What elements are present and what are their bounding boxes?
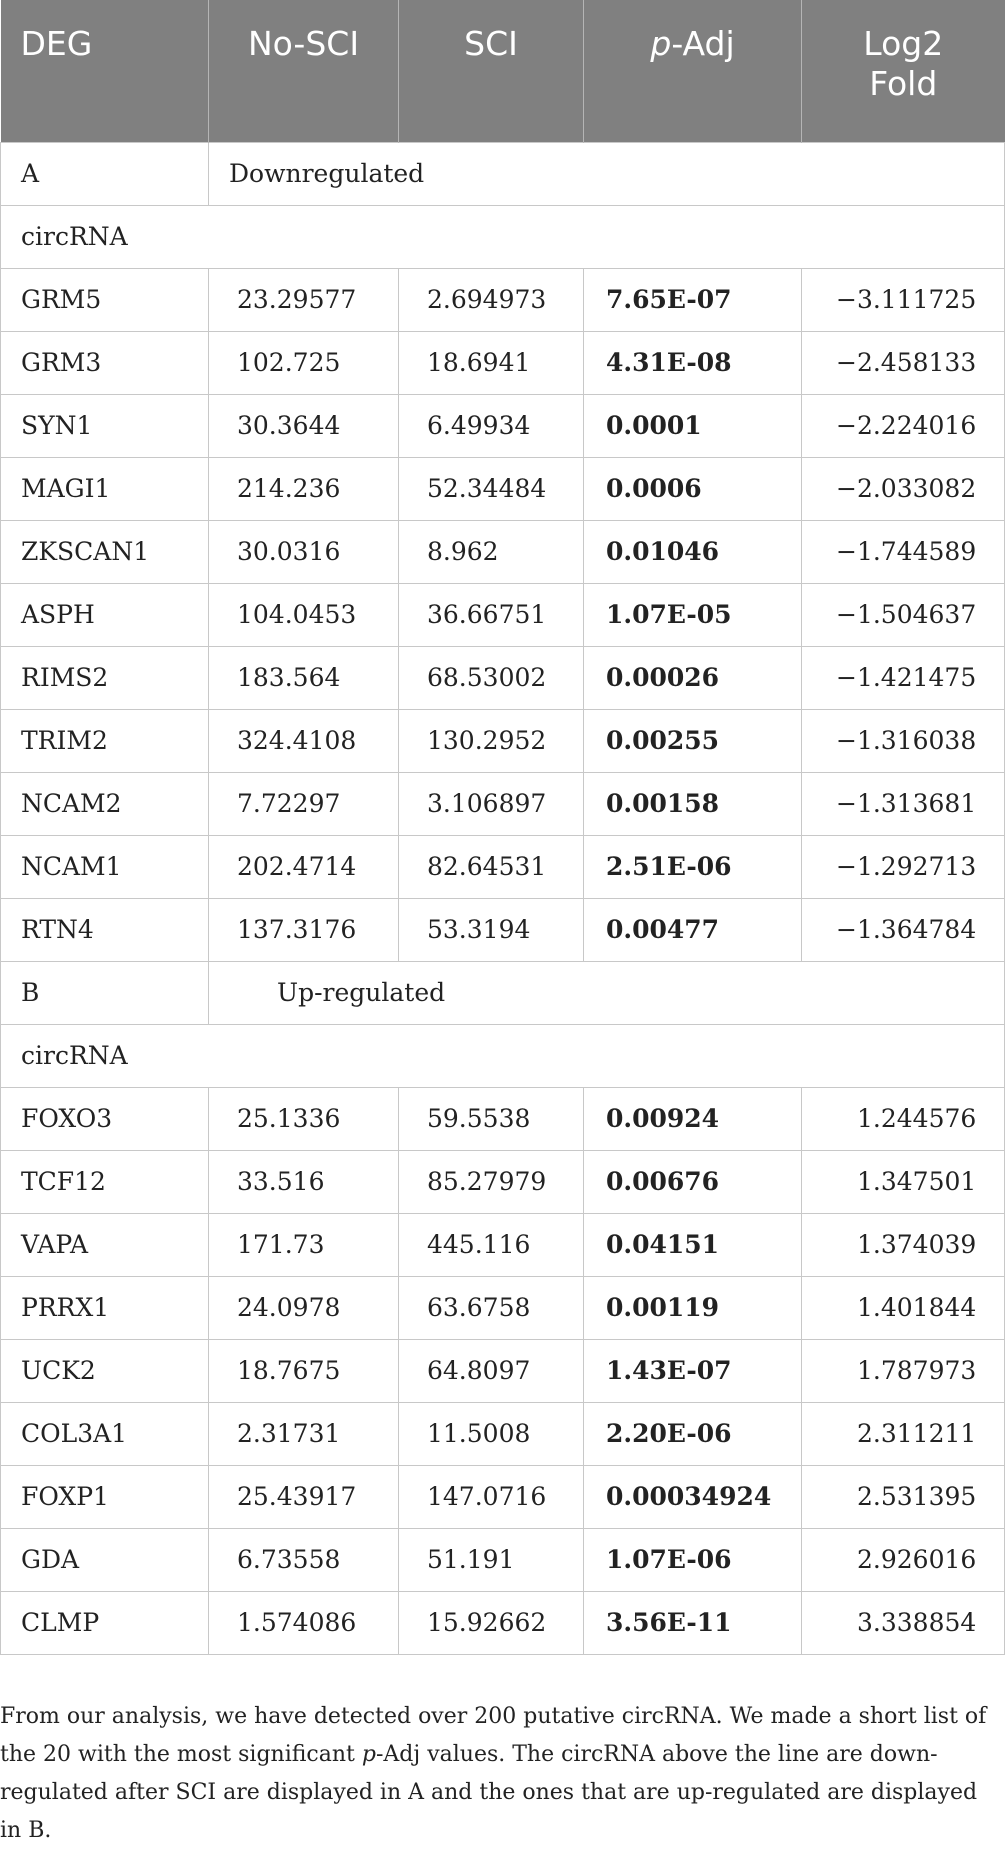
gene-cell: ASPH: [1, 584, 209, 647]
padj-cell: 0.00034924: [584, 1466, 802, 1529]
padj-cell: 2.20E-06: [584, 1403, 802, 1466]
nosci-cell: 7.72297: [209, 773, 399, 836]
gene-cell: NCAM2: [1, 773, 209, 836]
fold-cell: −3.111725: [802, 269, 1005, 332]
sci-cell: 15.92662: [399, 1592, 584, 1655]
table-row: [1, 710, 1005, 773]
sci-cell: 68.53002: [399, 647, 584, 710]
nosci-cell: 24.0978: [209, 1277, 399, 1340]
footnote-p: p: [361, 1742, 376, 1767]
nosci-cell: 18.7675: [209, 1340, 399, 1403]
table-row: [1, 1592, 1005, 1655]
table-row: [1, 773, 1005, 836]
nosci-cell: 137.3176: [209, 899, 399, 962]
padj-cell: 1.43E-07: [584, 1340, 802, 1403]
nosci-cell: 2.31731: [209, 1403, 399, 1466]
table-row: [1, 1088, 1005, 1151]
table-row: [1, 1403, 1005, 1466]
sci-cell: 52.34484: [399, 458, 584, 521]
fold-cell: −1.292713: [802, 836, 1005, 899]
padj-cell: 0.00477: [584, 899, 802, 962]
sci-cell: 6.49934: [399, 395, 584, 458]
gene-cell: RTN4: [1, 899, 209, 962]
table-row: [1, 1340, 1005, 1403]
nosci-cell: 1.574086: [209, 1592, 399, 1655]
sci-cell: 130.2952: [399, 710, 584, 773]
section-a-letter: A: [1, 143, 209, 206]
nosci-cell: 183.564: [209, 647, 399, 710]
nosci-cell: 171.73: [209, 1214, 399, 1277]
table-row: [1, 1214, 1005, 1277]
table-row: [1, 899, 1005, 962]
header-padj-rest: -Adj: [671, 24, 735, 63]
padj-cell: 0.01046: [584, 521, 802, 584]
gene-cell: COL3A1: [1, 1403, 209, 1466]
section-a-type: circRNA: [1, 206, 1005, 269]
table-row: [1, 1529, 1005, 1592]
fold-cell: −1.504637: [802, 584, 1005, 647]
padj-cell: 3.56E-11: [584, 1592, 802, 1655]
sci-cell: 3.106897: [399, 773, 584, 836]
nosci-cell: 25.1336: [209, 1088, 399, 1151]
sci-cell: 147.0716: [399, 1466, 584, 1529]
gene-cell: CLMP: [1, 1592, 209, 1655]
sci-cell: 82.64531: [399, 836, 584, 899]
fold-cell: −1.316038: [802, 710, 1005, 773]
padj-cell: 0.00119: [584, 1277, 802, 1340]
padj-cell: 0.00676: [584, 1151, 802, 1214]
table-body: [1, 143, 1005, 1655]
padj-cell: 1.07E-06: [584, 1529, 802, 1592]
section-b-label: Up-regulated: [209, 962, 1005, 1025]
nosci-cell: 324.4108: [209, 710, 399, 773]
header-nosci: No-SCI: [209, 0, 399, 143]
section-b-type-row: [1, 1025, 1005, 1088]
nosci-cell: 202.4714: [209, 836, 399, 899]
section-a-row: [1, 143, 1005, 206]
sci-cell: 8.962: [399, 521, 584, 584]
sci-cell: 51.191: [399, 1529, 584, 1592]
sci-cell: 63.6758: [399, 1277, 584, 1340]
gene-cell: GRM3: [1, 332, 209, 395]
nosci-cell: 23.29577: [209, 269, 399, 332]
table-row: [1, 269, 1005, 332]
fold-cell: −1.421475: [802, 647, 1005, 710]
fold-cell: 1.787973: [802, 1340, 1005, 1403]
header-padj: [584, 0, 802, 143]
nosci-cell: 25.43917: [209, 1466, 399, 1529]
sci-cell: 445.116: [399, 1214, 584, 1277]
fold-cell: 1.401844: [802, 1277, 1005, 1340]
gene-cell: GRM5: [1, 269, 209, 332]
table-row: [1, 836, 1005, 899]
nosci-cell: 30.0316: [209, 521, 399, 584]
padj-cell: 1.07E-05: [584, 584, 802, 647]
nosci-cell: 6.73558: [209, 1529, 399, 1592]
section-a-type-row: [1, 206, 1005, 269]
fold-cell: 1.244576: [802, 1088, 1005, 1151]
section-b-letter: B: [1, 962, 209, 1025]
padj-cell: 0.0001: [584, 395, 802, 458]
sci-cell: 36.66751: [399, 584, 584, 647]
table-row: [1, 332, 1005, 395]
fold-cell: 2.531395: [802, 1466, 1005, 1529]
table-row: [1, 584, 1005, 647]
section-a-label: Downregulated: [209, 143, 1005, 206]
nosci-cell: 104.0453: [209, 584, 399, 647]
gene-cell: UCK2: [1, 1340, 209, 1403]
fold-cell: −1.313681: [802, 773, 1005, 836]
sci-cell: 2.694973: [399, 269, 584, 332]
footnote-part1: From our analysis, we have detected over 200 putative circRNA. We made a short list of the 20 with the most significant: [0, 1704, 987, 1767]
padj-cell: 7.65E-07: [584, 269, 802, 332]
section-b-type: circRNA: [1, 1025, 1005, 1088]
header-row: [1, 0, 1005, 143]
gene-cell: GDA: [1, 1529, 209, 1592]
padj-cell: 0.00026: [584, 647, 802, 710]
table-row: [1, 1151, 1005, 1214]
sci-cell: 59.5538: [399, 1088, 584, 1151]
gene-cell: TCF12: [1, 1151, 209, 1214]
gene-cell: FOXO3: [1, 1088, 209, 1151]
gene-cell: NCAM1: [1, 836, 209, 899]
fold-cell: −2.224016: [802, 395, 1005, 458]
header-deg: DEG: [1, 0, 209, 143]
table-row: [1, 647, 1005, 710]
sci-cell: 18.6941: [399, 332, 584, 395]
padj-cell: 0.0006: [584, 458, 802, 521]
fold-cell: −2.033082: [802, 458, 1005, 521]
sci-cell: 11.5008: [399, 1403, 584, 1466]
padj-cell: 0.00158: [584, 773, 802, 836]
fold-cell: 2.311211: [802, 1403, 1005, 1466]
nosci-cell: 102.725: [209, 332, 399, 395]
header-padj-p: p: [650, 24, 672, 63]
nosci-cell: 33.516: [209, 1151, 399, 1214]
padj-cell: 2.51E-06: [584, 836, 802, 899]
gene-cell: MAGI1: [1, 458, 209, 521]
table-row: [1, 1277, 1005, 1340]
header-fold: Fold: [869, 64, 938, 103]
table-row: [1, 458, 1005, 521]
sci-cell: 64.8097: [399, 1340, 584, 1403]
table-row: [1, 521, 1005, 584]
padj-cell: 4.31E-08: [584, 332, 802, 395]
sci-cell: 53.3194: [399, 899, 584, 962]
fold-cell: −2.458133: [802, 332, 1005, 395]
fold-cell: −1.364784: [802, 899, 1005, 962]
gene-cell: FOXP1: [1, 1466, 209, 1529]
fold-cell: 1.374039: [802, 1214, 1005, 1277]
header-log2fold: [802, 0, 1005, 143]
fold-cell: −1.744589: [802, 521, 1005, 584]
gene-cell: PRRX1: [1, 1277, 209, 1340]
sci-cell: 85.27979: [399, 1151, 584, 1214]
gene-cell: ZKSCAN1: [1, 521, 209, 584]
gene-cell: TRIM2: [1, 710, 209, 773]
table-row: [1, 395, 1005, 458]
fold-cell: 1.347501: [802, 1151, 1005, 1214]
fold-cell: 3.338854: [802, 1592, 1005, 1655]
section-b-row: [1, 962, 1005, 1025]
padj-cell: 0.04151: [584, 1214, 802, 1277]
padj-cell: 0.00924: [584, 1088, 802, 1151]
nosci-cell: 30.3644: [209, 395, 399, 458]
nosci-cell: 214.236: [209, 458, 399, 521]
fold-cell: 2.926016: [802, 1529, 1005, 1592]
gene-cell: VAPA: [1, 1214, 209, 1277]
padj-cell: 0.00255: [584, 710, 802, 773]
gene-cell: SYN1: [1, 395, 209, 458]
header-sci: SCI: [399, 0, 584, 143]
gene-cell: RIMS2: [1, 647, 209, 710]
table-footnote: [0, 1698, 1000, 1850]
footnote-part2: -Adj values. The circRNA above the line are down-regulated after SCI are displayed in A and the ones that are up-regulated are displayed in B.: [0, 1742, 978, 1843]
header-log2: Log2: [863, 24, 944, 63]
table-row: [1, 1466, 1005, 1529]
